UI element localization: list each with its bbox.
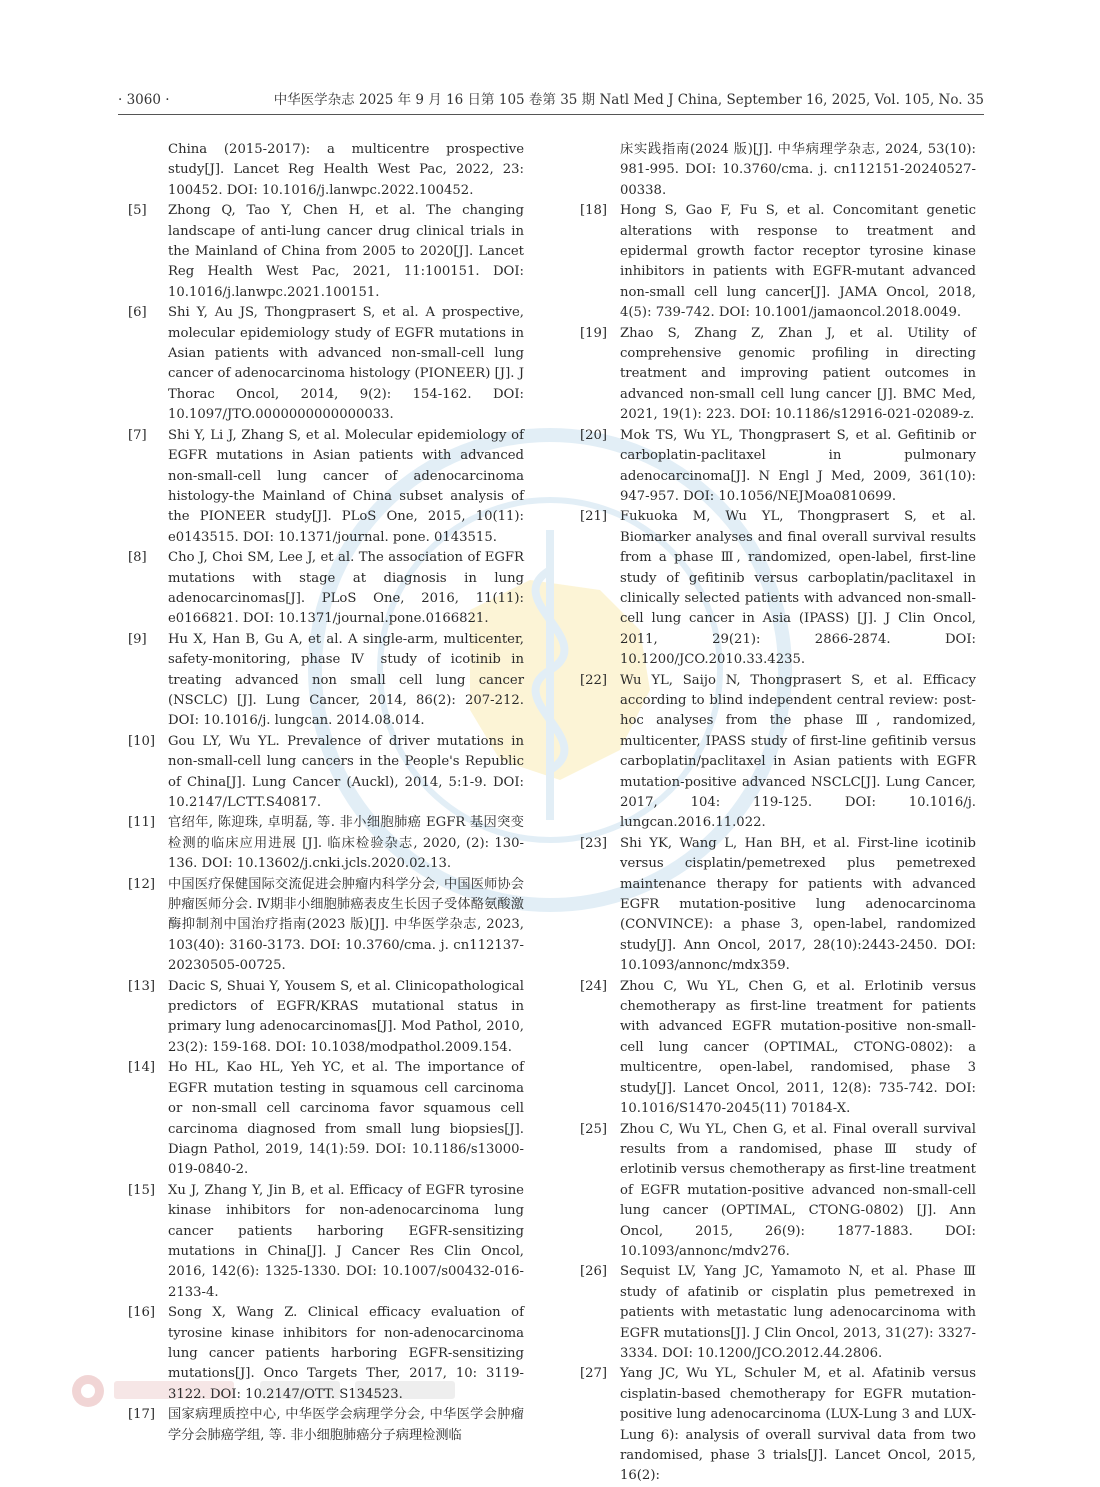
reference-text: Zhao S, Zhang Z, Zhan J, et al. Utility of comprehensive genomic profiling in directing treatment and improving patient outcomes in advanced non-small cell lung cancer [J]. BMC Med, 2021, 19(1): 223. DOI: 10.1186/s12916-021-02089-z. [620,325,976,423]
reference-text: Yang JC, Wu YL, Schuler M, et al. Afatinib versus cisplatin-based chemotherapy for EGFR mutation-positive lung adenocarcinoma (LUX-Lung 3 and LUX-Lung 6): analysis of overall survival data from two randomised, phase 3 trials[J]. Lancet Oncol, 2015, 16(2): [620,1366,976,1484]
reference-item [128,813,524,874]
reference-number: [5] [128,203,147,219]
reference-text: Zhou C, Wu YL, Chen G, et al. Erlotinib versus chemotherapy as first-line treatment for patients with advanced EGFR mutation-positive non-small-cell lung cancer (OPTIMAL, CTONG-0802): a multicentre, open-label, randomised, phase 3 study[J]. Lancet Oncol, 2011, 12(8): 735-742. DOI: 10.1016/S1470-2045(11) 70184-X. [620,978,976,1117]
reference-item [580,1262,976,1364]
reference-text: Cho J, Choi SM, Lee J, et al. The association of EGFR mutations with stage at diagnosis in lung adenocarcinomas[J]. PLoS One, 2016, 11(11): e0166821. DOI: 10.1371/journal.pone.0166821. [168,550,524,627]
reference-text: Dacic S, Shuai Y, Yousem S, et al. Clinicopathological predictors of EGFR/KRAS mutational status in primary lung adenocarcinomas[J]. Mod Pathol, 2010, 23(2): 159-168. DOI: 10.1038/modpathol.2009.154. [168,978,524,1055]
reference-text: 中国医疗保健国际交流促进会肿瘤内科学分会, 中国医师协会肿瘤医师分会. Ⅳ期非小细胞肺癌表皮生长因子受体酪氨酸激酶抑制剂中国治疗指南(2023 版)[J]. 中华医学杂志, 2023, 103(40): 3160-3173. DOI: 10.3760/cma. j. cn112137-20230505-00725. [168,876,524,974]
reference-text: Xu J, Zhang Y, Jin B, et al. Efficacy of EGFR tyrosine kinase inhibitors for non-adenocarcinoma lung cancer patients harboring EGFR-sensitizing mutations in China[J]. J Cancer Res Clin Oncol, 2016, 142(6): 1325-1330. DOI: 10.1007/s00432-016-2133-4. [168,1182,524,1300]
reference-text: Gou LY, Wu YL. Prevalence of driver mutations in non-small-cell lung cancers in the People's Republic of China[J]. Lung Cancer (Auckl), 2014, 5:1-9. DOI: 10.2147/LCTT.S40817. [168,733,524,810]
reference-item [128,732,524,814]
reference-text: Wu YL, Saijo N, Thongprasert S, et al. Efficacy according to blind independent central review: post-hoc analyses from the phase Ⅲ, randomized, multicenter, IPASS study of first-line gefitinib versus carboplatin/paclitaxel in Asian patients with EGFR mutation-positive advanced NSCLC[J]. Lung Cancer, 2017, 104: 119-125. DOI: 10.1016/j. lungcan.2016.11.022. [620,672,976,831]
reference-number: [15] [128,1182,156,1198]
reference-number: [27] [580,1366,608,1382]
reference-item [128,548,524,630]
reference-item [580,201,976,323]
reference-number: [16] [128,1305,156,1321]
reference-text: Hu X, Han B, Gu A, et al. A single-arm, multicenter, safety-monitoring, phase Ⅳ study of icotinib in treating advanced non small cell lung cancer (NSCLC) [J]. Lung Cancer, 2014, 86(2): 207-212. DOI: 10.1016/j. lungcan. 2014.08.014. [168,631,524,729]
header-rule [118,114,984,115]
reference-number: [13] [128,978,156,994]
reference-number: [24] [580,978,608,994]
reference-item [580,671,976,834]
reference-number: [14] [128,1060,156,1076]
reference-text: Shi Y, Au JS, Thongprasert S, et al. A prospective, molecular epidemiology study of EGFR mutations in Asian patients with advanced non-small-cell lung cancer of adenocarcinoma histology (PIONEER) [J]. J Thorac Oncol, 2014, 9(2): 154-162. DOI: 10.1097/JTO.0000000000000033. [168,305,524,423]
reference-text: 官绍年, 陈迎珠, 卓明磊, 等. 非小细胞肺癌 EGFR 基因突变检测的临床应用进展 [J]. 临床检验杂志, 2020, (2): 130-136. DOI: 10.13602/j.cnki.jcls.2020.02.13. [168,815,524,872]
reference-text: Hong S, Gao F, Fu S, et al. Concomitant genetic alterations with response to treatment and epidermal growth factor receptor tyrosine kinase inhibitors in patients with EGFR-mutant advanced non-small cell lung cancer[J]. JAMA Oncol, 2018, 4(5): 739-742. DOI: 10.1001/jamaoncol.2018.0049. [620,203,976,321]
reference-item [580,977,976,1120]
reference-text: Fukuoka M, Wu YL, Thongprasert S, et al. Biomarker analyses and final overall survival results from a phase Ⅲ, randomized, open-label, first-line study of gefitinib versus carboplatin/paclitaxel in clinically selected patients with advanced non-small-cell lung cancer in Asia (IPASS) [J]. J Clin Oncol, 2011, 29(21): 2866-2874. DOI: 10.1200/JCO.2010.33.4235. [620,509,976,668]
reference-number: [12] [128,876,156,892]
reference-item [128,201,524,303]
reference-continuation: China (2015-2017): a multicentre prospective study[J]. Lancet Reg Health West Pac, 2022, 23: 100452. DOI: 10.1016/j.lanwpc.2022.100452. [168,142,524,198]
reference-item [580,1120,976,1263]
reference-item [128,875,524,977]
reference-number: [21] [580,509,608,525]
reference-item [128,1405,524,1446]
reference-number: [11] [128,815,156,831]
reference-item [128,426,524,548]
reference-number: [26] [580,1264,608,1280]
reference-text: Sequist LV, Yang JC, Yamamoto N, et al. Phase Ⅲ study of afatinib or cisplatin plus pemetrexed in patients with metastatic lung adenocarcinoma with EGFR mutations[J]. J Clin Oncol, 2013, 31(27): 3327-3334. DOI: 10.1200/JCO.2012.44.2806. [620,1264,976,1361]
reference-item [128,630,524,732]
reference-text: Zhong Q, Tao Y, Chen H, et al. The changing landscape of anti-lung cancer drug clinical trials in the Mainland of China from 2005 to 2020[J]. Lancet Reg Health West Pac, 2021, 11:100151. DOI: 10.1016/j.lanwpc.2021.100151. [168,203,524,300]
reference-item [128,1181,524,1303]
reference-number: [18] [580,203,608,219]
reference-number: [22] [580,672,608,688]
reference-item [580,507,976,670]
reference-text: Shi Y, Li J, Zhang S, et al. Molecular epidemiology of EGFR mutations in Asian patients with advanced non-small-cell lung cancer of adenocarcinoma histology-the Mainland of China subset analysis of the PIONEER study[J]. PLoS One, 2015, 10(11): e0143515. DOI: 10.1371/journal. pone. 0143515. [168,427,524,545]
reference-item [128,303,524,425]
reference-number: [7] [128,427,147,443]
reference-number: [10] [128,733,156,749]
reference-number: [23] [580,835,608,851]
reference-item [580,834,976,977]
reference-item [580,426,976,508]
reference-number: [8] [128,550,147,566]
reference-number: [9] [128,631,147,647]
reference-number: [19] [580,325,608,341]
reference-text: Shi YK, Wang L, Han BH, et al. First-line icotinib versus cisplatin/pemetrexed plus pemetrexed maintenance therapy for patients with advanced EGFR mutation-positive lung adenocarcinoma (CONVINCE): a phase 3, open-label, randomized study[J]. Ann Oncol, 2017, 28(10):2443-2450. DOI: 10.1093/annonc/mdx359. [620,835,976,974]
reference-item [128,977,524,1059]
running-head: 中华医学杂志 2025 年 9 月 16 日第 105 卷第 35 期 Natl Med J China, September 16, 2025, Vol. 105, No. 35 [273,92,984,108]
reference-item [580,1364,976,1486]
reference-text: Zhou C, Wu YL, Chen G, et al. Final overall survival results from a randomised, phase Ⅲ study of erlotinib versus chemotherapy as first-line treatment of EGFR mutation-positive advanced non-small-cell lung cancer (OPTIMAL, CTONG-0802) [J]. Ann Oncol, 2015, 26(9): 1877-1883. DOI: 10.1093/annonc/mdv276. [620,1121,976,1259]
reference-text: 国家病理质控中心, 中华医学会病理学分会, 中华医学会肿瘤学分会肺癌学组, 等. 非小细胞肺癌分子病理检测临 [168,1407,524,1443]
reference-text: Song X, Wang Z. Clinical efficacy evaluation of tyrosine kinase inhibitors for non-adenocarcinoma lung cancer patients harboring EGFR-sensitizing mutations[J]. Onco Targets Ther, 2017, 10: 3119-3122. DOI: 10.2147/OTT. S134523. [168,1305,524,1402]
reference-item [128,1303,524,1405]
reference-text: Ho HL, Kao HL, Yeh YC, et al. The importance of EGFR mutation testing in squamous cell carcinoma or non-small cell carcinoma favor squamous cell carcinoma diagnosed from small lung biopsies[J]. Diagn Pathol, 2019, 14(1):59. DOI: 10.1186/s13000-019-0840-2. [168,1060,524,1178]
right-column [580,140,976,1487]
reference-number: [17] [128,1407,156,1423]
reference-continuation: 床实践指南(2024 版)[J]. 中华病理学杂志, 2024, 53(10): 981-995. DOI: 10.3760/cma. j. cn112151-20240527-00338. [620,142,976,198]
reference-item [128,1058,524,1180]
reference-text: Mok TS, Wu YL, Thongprasert S, et al. Gefitinib or carboplatin-paclitaxel in pulmonary adenocarcinoma[J]. N Engl J Med, 2009, 361(10): 947-957. DOI: 10.1056/NEJMoa0810699. [620,427,976,504]
reference-item [580,324,976,426]
reference-number: [25] [580,1121,608,1137]
reference-number: [6] [128,305,147,321]
page-header [118,89,984,111]
reference-list-right [580,201,976,1487]
page-number: · 3060 · [118,92,170,108]
reference-number: [20] [580,427,608,443]
left-column [128,140,524,1446]
reference-list-left [128,201,524,1446]
